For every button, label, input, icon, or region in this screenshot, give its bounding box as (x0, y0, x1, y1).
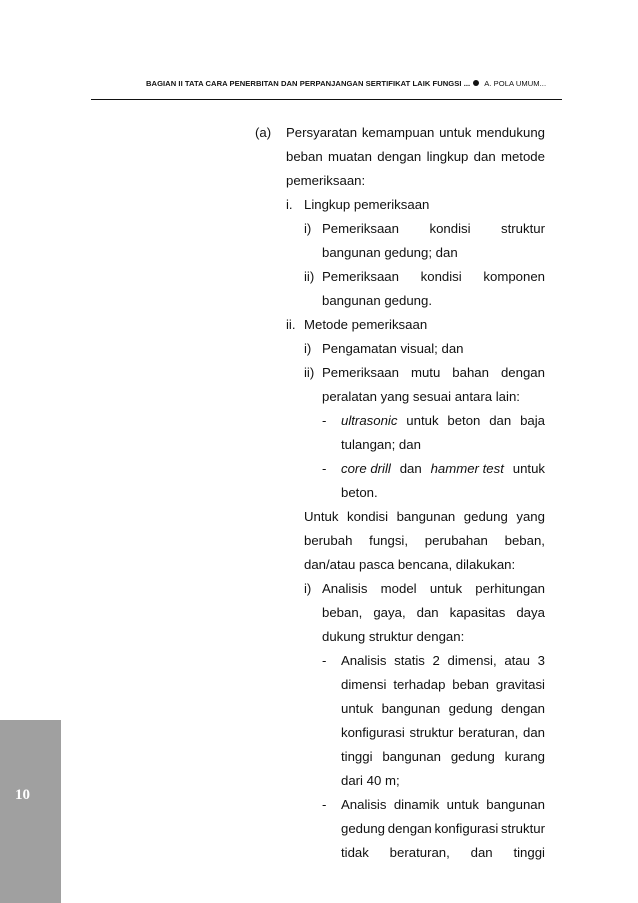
word: dan (399, 461, 422, 476)
word: struktur (501, 821, 545, 836)
word: bahan (452, 365, 489, 380)
word: dan (489, 413, 512, 428)
word: muatan (327, 149, 372, 164)
word: gedung (463, 509, 508, 524)
word: untuk (439, 125, 472, 140)
bullet-dash: - (322, 797, 327, 812)
word: struktur (501, 221, 545, 236)
word: atau (504, 653, 530, 668)
word: konfigurasi (434, 821, 499, 836)
word: Untuk (304, 509, 339, 524)
word: dimensi, (447, 653, 497, 668)
word: gedung (450, 749, 495, 764)
static-line-1 (341, 653, 545, 669)
word: 3 (537, 653, 545, 668)
word: beraturan, (389, 845, 450, 860)
word: beraturan, (458, 725, 519, 740)
analysis-line-1 (322, 581, 545, 597)
change-line-3: dan/atau pasca bencana, dilakukan: (304, 557, 516, 572)
italic-term: core drill (341, 461, 391, 476)
method-i-marker: i) (304, 341, 312, 356)
method-marker: ii. (286, 317, 296, 332)
static-line-6: dari 40 m; (341, 773, 400, 788)
static-line-3 (341, 701, 545, 717)
word: Pemeriksaan (322, 269, 399, 284)
ultrasonic-line-1 (341, 413, 545, 429)
word: metode (500, 149, 545, 164)
core-drill-line-1 (341, 461, 545, 477)
scope-i-marker: i) (304, 221, 312, 236)
word: fungsi, (369, 533, 409, 548)
method-title: Metode pemeriksaan (304, 317, 428, 332)
word: dengan (500, 365, 545, 380)
word: lingkup (426, 149, 469, 164)
word: untuk (446, 797, 479, 812)
method-i-text: Pengamatan visual; dan (322, 341, 464, 356)
word: kondisi (429, 221, 471, 236)
word: daya (516, 605, 545, 620)
word: gedung (341, 821, 386, 836)
word: yang (516, 509, 545, 524)
word: Analisis (322, 581, 368, 596)
word: gedung (448, 701, 493, 716)
word: konfigurasi (341, 725, 405, 740)
word: perhitungan (475, 581, 545, 596)
word: Pemeriksaan (322, 365, 399, 380)
word: beban (286, 149, 323, 164)
method-ii-line-2: peralatan yang sesuai antara lain: (322, 389, 520, 404)
word: baja (520, 413, 545, 428)
word: bangunan (486, 797, 545, 812)
scope-ii-line-1 (322, 269, 545, 285)
scope-title: Lingkup pemeriksaan (304, 197, 430, 212)
item-a-line-1 (286, 125, 545, 141)
bullet-dash: - (322, 413, 327, 428)
scope-i-line-2: bangunan gedung; dan (322, 245, 458, 260)
bullet-dash: - (322, 653, 327, 668)
dynamic-line-3 (341, 845, 545, 861)
word: untuk (512, 461, 545, 476)
word: berubah (304, 533, 353, 548)
word: untuk (341, 701, 374, 716)
word: untuk (406, 413, 439, 428)
bullet-dash: - (322, 461, 327, 476)
word: tinggi (341, 749, 373, 764)
header-chapter-title: BAGIAN II TATA CARA PENERBITAN DAN PERPANJANGAN SERTIFIKAT LAIK FUNGSI ... (146, 79, 471, 88)
word: perubahan (424, 533, 488, 548)
item-a-line-3: pemeriksaan: (286, 173, 366, 188)
word: beton (447, 413, 481, 428)
word: komponen (483, 269, 545, 284)
word: kondisi (346, 509, 389, 524)
scope-marker: i. (286, 197, 293, 212)
word: mendukung (476, 125, 545, 140)
page-number: 10 (15, 787, 30, 803)
word: kondisi (420, 269, 462, 284)
word: kurang (504, 749, 545, 764)
page-number-tab (0, 720, 61, 903)
word: bangunan (396, 509, 456, 524)
word: dengan (377, 149, 422, 164)
ultrasonic-line-2: tulangan; dan (341, 437, 421, 452)
dynamic-line-1 (341, 797, 545, 813)
static-line-4 (341, 725, 545, 741)
word: Pemeriksaan (322, 221, 399, 236)
item-a-line-2 (286, 149, 545, 165)
word: tidak (341, 845, 369, 860)
word: model (380, 581, 417, 596)
word: dan (470, 845, 493, 860)
italic-term: hammer test (430, 461, 504, 476)
word: dan (416, 605, 439, 620)
word: dimensi (341, 677, 387, 692)
word: bangunan (381, 701, 441, 716)
core-drill-line-2: beton. (341, 485, 378, 500)
word: terhadap (393, 677, 446, 692)
word: Analisis (341, 797, 387, 812)
change-line-1 (304, 509, 545, 525)
change-line-2 (304, 533, 545, 549)
dynamic-line-2 (341, 821, 545, 837)
word: beban (452, 677, 489, 692)
analysis-line-2 (322, 605, 545, 621)
word: beban, (504, 533, 545, 548)
word: dinamik (393, 797, 440, 812)
running-header (146, 79, 546, 88)
analysis-marker: i) (304, 581, 312, 596)
analysis-line-3: dukung struktur dengan: (322, 629, 465, 644)
method-ii-marker: ii) (304, 365, 315, 380)
item-marker-a: (a) (255, 125, 272, 140)
word: Persyaratan (286, 125, 358, 140)
bullet-dot-icon (473, 80, 479, 86)
scope-i-line-1 (322, 221, 545, 237)
word: kemampuan (361, 125, 435, 140)
word: dan (522, 725, 545, 740)
word: gaya, (373, 605, 406, 620)
header-section-title: A. POLA UMUM... (484, 79, 547, 88)
word: 2 (432, 653, 440, 668)
word: gravitasi (495, 677, 545, 692)
static-line-2 (341, 677, 545, 693)
word: dengan (500, 701, 545, 716)
word: Analisis (341, 653, 387, 668)
method-ii-line-1 (322, 365, 545, 381)
word: tinggi (513, 845, 545, 860)
word: beban, (322, 605, 363, 620)
word: bangunan (382, 749, 442, 764)
italic-term: ultrasonic (341, 413, 398, 428)
word: struktur (409, 725, 454, 740)
word: kapasitas (449, 605, 506, 620)
scope-ii-line-2: bangunan gedung. (322, 293, 433, 308)
word: statis (394, 653, 425, 668)
static-line-5 (341, 749, 545, 765)
scope-ii-marker: ii) (304, 269, 315, 284)
word: dengan (387, 821, 432, 836)
word: dan (473, 149, 496, 164)
header-rule (91, 99, 562, 100)
word: untuk (429, 581, 463, 596)
word: mutu (410, 365, 441, 380)
